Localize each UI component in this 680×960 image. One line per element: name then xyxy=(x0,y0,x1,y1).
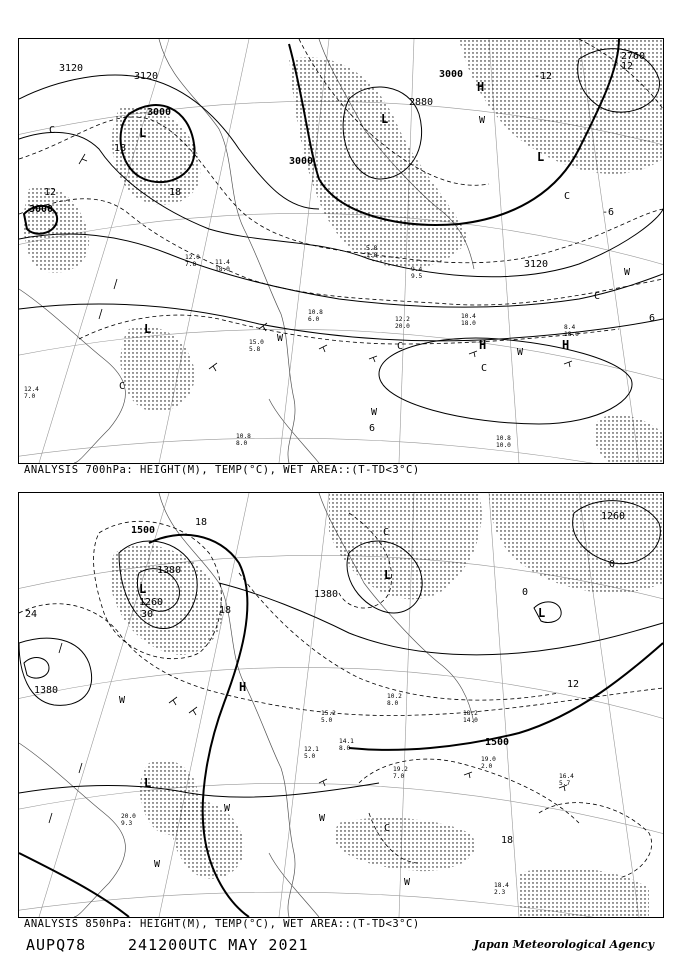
station-obs: 9.4 9.5 xyxy=(411,266,423,280)
height-label: 3120 xyxy=(59,63,84,74)
warm-marker: W xyxy=(624,267,631,278)
temp-label: 18 xyxy=(195,517,208,528)
warm-marker: W xyxy=(224,803,231,814)
temp-label: 24 xyxy=(25,609,38,620)
station-obs: 10.2 8.0 xyxy=(387,693,402,707)
temp-label: -6 xyxy=(602,207,615,218)
station-obs: 15.2 5.0 xyxy=(321,710,336,724)
height-label: 2880 xyxy=(409,97,434,108)
temp-label: 18 xyxy=(169,187,182,198)
station-obs: 19.0 2.0 xyxy=(481,756,496,770)
warm-marker: W xyxy=(517,347,524,358)
high-marker: H xyxy=(479,338,487,352)
map-850hpa xyxy=(18,492,664,918)
valid-time: 241200UTC MAY 2021 xyxy=(128,936,309,954)
warm-marker: W xyxy=(277,333,284,344)
height-label: 2760 xyxy=(621,51,646,62)
low-marker: L xyxy=(139,582,147,596)
agency-name: Japan Meteorological Agency xyxy=(473,938,654,951)
warm-marker: W xyxy=(371,407,378,418)
height-label: 3120 xyxy=(134,71,159,82)
low-marker: L xyxy=(144,776,152,790)
temp-label: 18 xyxy=(114,143,127,154)
station-obs: 16.4 5.7 xyxy=(559,773,574,787)
station-obs: 12.1 5.0 xyxy=(304,746,319,760)
height-label: 3000 xyxy=(289,156,314,167)
temp-label: 12 xyxy=(567,679,580,690)
temp-label: 6 xyxy=(369,423,376,434)
warm-marker: W xyxy=(319,813,326,824)
station-obs: 18.2 14.0 xyxy=(463,710,478,724)
cold-marker: C xyxy=(481,363,488,374)
temp-label: 0 xyxy=(522,587,529,598)
temp-label: 12 xyxy=(621,61,634,72)
height-label: 1500 xyxy=(485,737,510,748)
high-marker: H xyxy=(477,80,485,94)
low-marker: L xyxy=(538,606,546,620)
cold-marker: C xyxy=(397,341,404,352)
low-marker: L xyxy=(381,112,389,126)
temp-label: 18 xyxy=(501,835,514,846)
station-obs: 12.4 7.0 xyxy=(24,386,39,400)
product-code: AUPQ78 xyxy=(26,936,87,954)
cold-marker: C xyxy=(564,191,571,202)
temp-label: 18 xyxy=(219,605,232,616)
station-obs: 5.8 1.8 xyxy=(366,245,378,259)
temp-label: 0 xyxy=(609,559,616,570)
station-obs: 12.2 20.0 xyxy=(395,316,410,330)
caption-700hpa: ANALYSIS 700hPa: HEIGHT(M), TEMP(°C), WET AREA::(T-TD<3°C) xyxy=(24,464,420,476)
temp-label: 12 xyxy=(44,187,57,198)
cold-marker: C xyxy=(594,291,601,302)
height-label: 3120 xyxy=(524,259,549,270)
station-obs: 15.0 5.8 xyxy=(249,339,264,353)
station-obs: 19.2 7.0 xyxy=(393,766,408,780)
low-marker: L xyxy=(144,322,152,336)
cold-marker: C xyxy=(119,381,126,392)
height-label: 1380 xyxy=(314,589,339,600)
cold-marker: C xyxy=(384,823,391,834)
height-label: 3000 xyxy=(439,69,464,80)
temp-label: 6 xyxy=(649,313,656,324)
station-obs: 12.0 7.8 xyxy=(185,254,200,268)
warm-marker: W xyxy=(154,859,161,870)
map-850hpa-canvas xyxy=(19,493,663,917)
warm-marker: W xyxy=(479,115,486,126)
height-label: 3000 xyxy=(29,204,54,215)
height-label: 1380 xyxy=(34,685,59,696)
high-marker: H xyxy=(562,338,570,352)
warm-marker: W xyxy=(119,695,126,706)
station-obs: 11.4 18.0 xyxy=(215,259,230,273)
low-marker: L xyxy=(537,150,545,164)
height-label: 1260 xyxy=(139,597,164,608)
warm-marker: W xyxy=(404,877,411,888)
low-marker: L xyxy=(139,126,147,140)
station-obs: 14.1 8.0 xyxy=(339,738,354,752)
temp-label: 30 xyxy=(141,609,154,620)
high-marker: H xyxy=(239,680,247,694)
station-obs: 20.0 9.3 xyxy=(121,813,136,827)
cold-marker: C xyxy=(383,527,390,538)
station-obs: 10.4 18.0 xyxy=(461,313,476,327)
station-obs: 10.8 6.0 xyxy=(308,309,323,323)
station-obs: 10.8 10.0 xyxy=(496,435,511,449)
temp-label: -12 xyxy=(534,71,553,82)
height-label: 1260 xyxy=(601,511,626,522)
station-obs: 8.4 18.0 xyxy=(564,324,579,338)
station-obs: 18.4 2.3 xyxy=(494,882,509,896)
station-observations xyxy=(24,245,579,449)
map-700hpa xyxy=(18,38,664,464)
low-marker: L xyxy=(384,568,392,582)
height-label: 3000 xyxy=(147,107,172,118)
height-label: 1500 xyxy=(131,525,156,536)
cold-marker: C xyxy=(49,125,56,136)
map-700hpa-canvas xyxy=(19,39,663,463)
caption-850hpa: ANALYSIS 850hPa: HEIGHT(M), TEMP(°C), WET AREA::(T-TD<3°C) xyxy=(24,918,420,930)
height-label: 1380 xyxy=(157,565,182,576)
station-obs: 10.8 8.0 xyxy=(236,433,251,447)
